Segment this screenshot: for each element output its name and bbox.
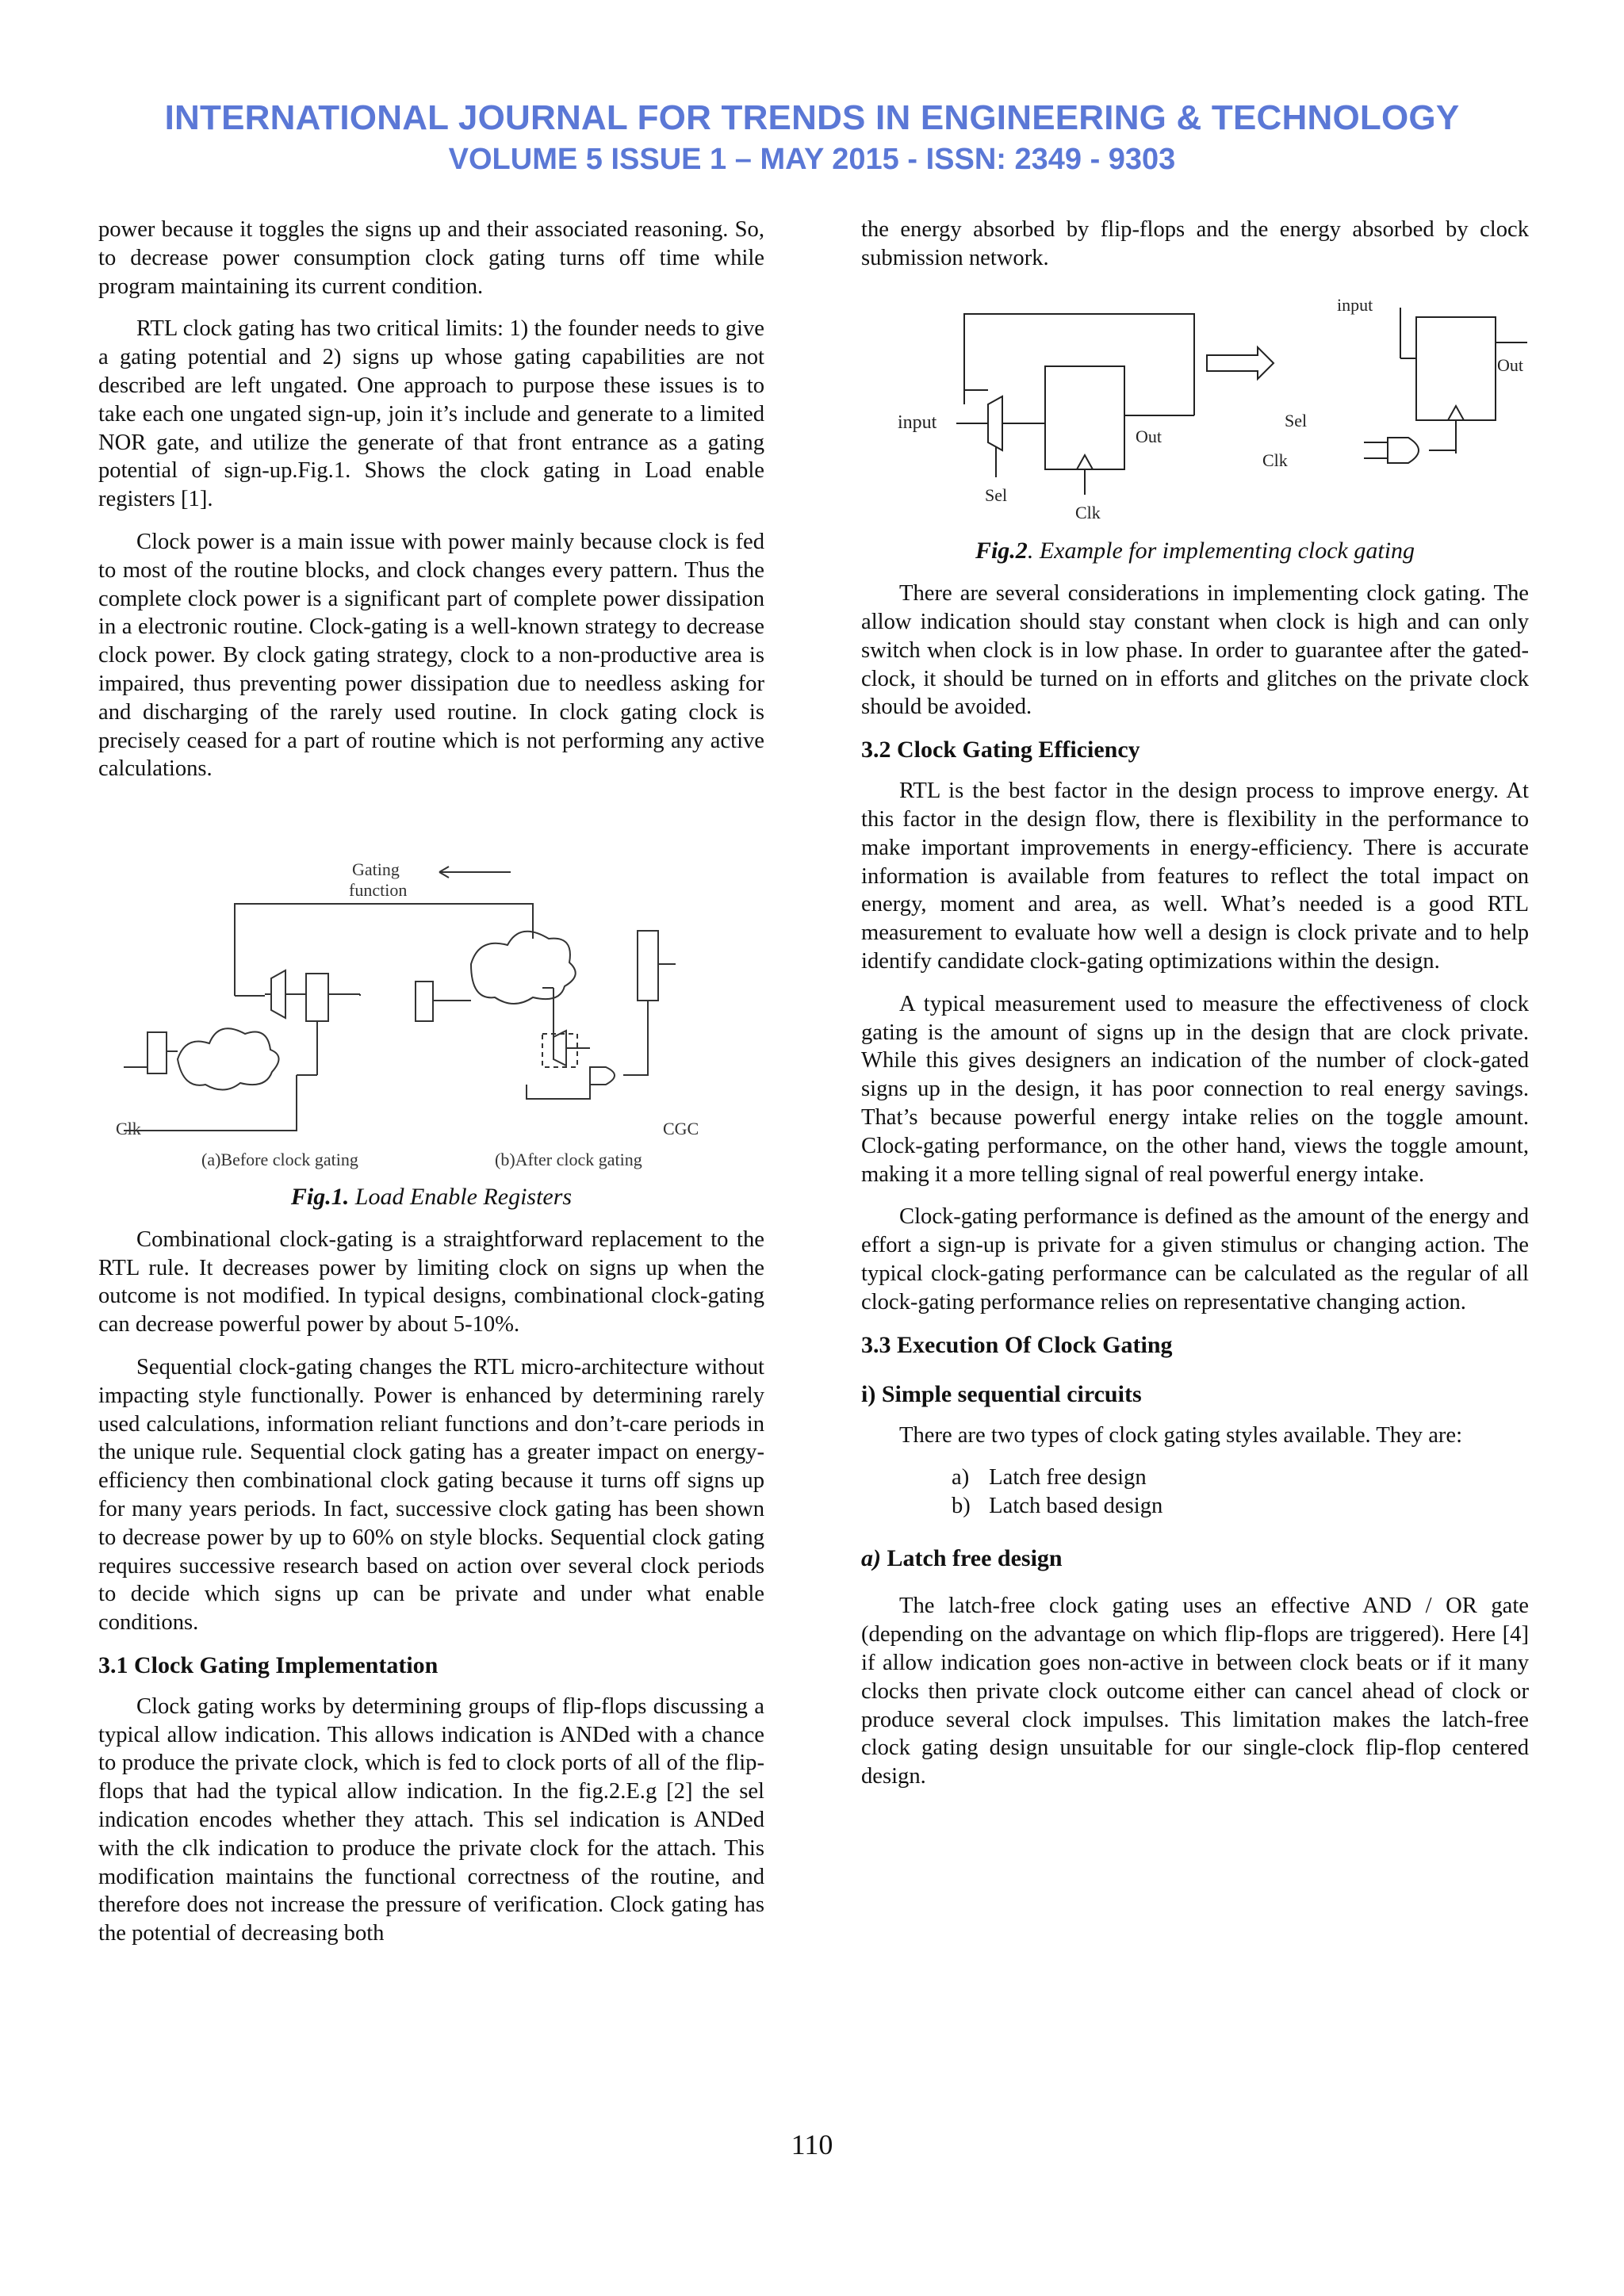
figure-1-diagram <box>98 798 764 1170</box>
journal-volume-issue: VOLUME 5 ISSUE 1 – MAY 2015 - ISSN: 2349 - 9303 <box>448 143 1176 176</box>
fig2-input-left: input <box>898 411 937 433</box>
journal-title: INTERNATIONAL JOURNAL FOR TRENDS IN ENGINEERING & TECHNOLOGY <box>164 98 1460 137</box>
clock-gating-styles-list <box>861 1464 1529 1521</box>
list-item-label: b) <box>952 1494 971 1519</box>
after-clock-gating-label: (b)After clock gating <box>495 1150 642 1170</box>
paragraph: Clock gating works by determining groups of flip-flops discussing a typical allow indication. This allows indication is ANDed with a chance to produce the private clock, which is fed to clock ports of all of the flip-flops that had the typical allow indication. In the fig.2.E.g [2] the sel indication encodes whether they attach. This sel indication is ANDed with the clk indication to produce the private clock for the attach. This modification maintains the functional correctness of the routine, and therefore does not increase the pressure of verification. Clock gating has the potential of decreasing both <box>98 1693 764 1946</box>
paragraph: RTL is the best factor in the design process to improve energy. At this factor in the design flow, there is flexibility in the performance to make important improvements in energy-efficiency. There is accurate information is available from features to reflect the total impact on energy, moment and area, as well. What’s needed is a good RTL measurement to evaluate how well a design is clock private and to help identify candidate clock-gating optimizations within the design. <box>861 779 1529 974</box>
fig2-sel-right: Sel <box>1285 410 1308 430</box>
figure-1 <box>98 798 764 1211</box>
gating-function-label: Gating <box>352 859 400 880</box>
fig2-sel-left: Sel <box>985 484 1008 505</box>
gating-function-label-2: function <box>349 880 408 901</box>
list-item <box>952 1492 1529 1521</box>
paragraph: There are two types of clock gating styles available. They are: <box>899 1422 1463 1448</box>
paragraph: power because it toggles the signs up and their associated reasoning. So, to decrease power consumption clock gating turns off time while program maintaining its current condition. <box>98 217 764 299</box>
fig2-out-left: Out <box>1136 426 1162 446</box>
paragraph: A typical measurement used to measure the effectiveness of clock gating is the amount of signs up in the design that are clock private. While this gives designers an indication of the number of clock-gated signs up in the design, it has poor connection to real energy savings. That’s because powerful energy intake relies on the toggle amount. Clock-gating performance, on the other hand, views the toggle amount, making it a more telling signal of real powerful energy intake. <box>861 991 1529 1187</box>
fig2-clk-right: Clk <box>1262 450 1288 470</box>
list-item-text: Latch free design <box>989 1465 1147 1490</box>
figure-1-caption <box>98 1183 764 1211</box>
subsection-heading-a-text: Latch free design <box>881 1545 1063 1572</box>
journal-header <box>0 97 1624 179</box>
paragraph: Clock power is a main issue with power mainly because clock is fed to most of the routine blocks, and clock changes every pattern. Thus the complete clock power is a significant part of complete power dissipation in a electronic routine. Clock-gating is a well-known strategy to decrease clock power. By clock gating strategy, clock to a non-productive area is impaired, thus preventing power dissipation due to needless asking for and discharging of the rarely used routine. In clock gating clock is precisely ceased for a part of routine which is not performing any active calculations. <box>98 529 764 782</box>
paragraph: Sequential clock-gating changes the RTL micro-architecture without impacting style functionally. Power is enhanced by determining rarely used calculations, information reliant functions and don’t-care periods in the unique rule. Sequential clock gating has a greater impact on energy-efficiency then combinational clock gating because it turns off signs up for many years periods. In fact, successive clock gating has been shown to decrease power by up to 60% on style blocks. Sequential clock gating requires successive research based on action over several clock periods to decide which signs up can be private and under what enable conditions. <box>98 1354 764 1636</box>
paragraph: Combinational clock-gating is a straightforward replacement to the RTL rule. It decreases power by limiting clock on signs up when the outcome is not modified. In typical designs, combinational clock-gating can decrease powerful power by about 5-10%. <box>98 1226 764 1337</box>
fig2-out-right: Out <box>1497 354 1523 375</box>
section-heading-3-1: 3.1 Clock Gating Implementation <box>98 1651 439 1678</box>
paragraph: RTL clock gating has two critical limits: 1) the founder needs to give a gating potential and 2) signs up whose gating capabilities are not described are left ungated. One approach to purpose these issues is to take each one ungated sign-up, join it’s include and generate to a limited NOR gate, and utilize the generate of that front entrance as a gating potential of sign-up.Fig.1. Shows the clock gating in Load enable registers [1]. <box>98 316 764 512</box>
subsection-heading-i: i) Simple sequential circuits <box>861 1380 1142 1407</box>
figure-2 <box>861 287 1529 566</box>
paragraph: There are several considerations in implementing clock gating. The allow indication should stay constant when clock is high and can only switch when clock is in low phase. In order to guarantee after the gated-clock, it should be turned on in efforts and glitches on the private clock should be avoided. <box>861 581 1529 720</box>
clk-label: Clk <box>116 1119 141 1139</box>
section-heading-3-3: 3.3 Execution Of Clock Gating <box>861 1331 1173 1358</box>
fig2-clk-left: Clk <box>1075 502 1101 522</box>
figure-1-caption-text: Load Enable Registers <box>349 1183 573 1210</box>
paragraph: the energy absorbed by flip-flops and the energy absorbed by clock submission network. <box>861 217 1529 270</box>
before-clock-gating-label: (a)Before clock gating <box>201 1150 358 1170</box>
subsection-heading-a <box>861 1544 1529 1573</box>
section-heading-3-2: 3.2 Clock Gating Efficiency <box>861 737 1140 763</box>
figure-2-caption-text: . Example for implementing clock gating <box>1027 538 1415 564</box>
paragraph: The latch-free clock gating uses an effective AND / OR gate (depending on the advantage on which flip-flops are triggered). Here [4] if allow indication goes non-active in between clock beats or if it many clocks then private clock outcome either can cancel ahead of clock or produce several clock impulses. This limitation makes the latch-free clock gating design unsuitable for our single-clock flip-flop centered design. <box>861 1594 1529 1789</box>
list-item-label: a) <box>952 1465 970 1490</box>
list-item <box>952 1464 1529 1492</box>
cgc-label: CGC <box>663 1119 699 1139</box>
right-column <box>861 216 1529 1805</box>
paragraph: Clock-gating performance is defined as the amount of the energy and effort a sign-up is private for a given stimulus or changing action. The typical clock-gating performance can be calculated as the regular of all clock-gating performance relies on representative changing action. <box>861 1204 1529 1314</box>
figure-1-caption-label: Fig.1. <box>290 1183 350 1210</box>
left-column <box>98 216 764 1962</box>
fig2-input-right: input <box>1337 294 1373 315</box>
figure-2-caption-label: Fig.2 <box>975 538 1028 564</box>
list-item-text: Latch based design <box>989 1494 1163 1519</box>
subsection-heading-a-label: a) <box>861 1545 881 1572</box>
figure-2-caption <box>861 537 1529 565</box>
figure-2-diagram <box>861 287 1529 525</box>
page-number: 110 <box>791 2129 833 2160</box>
